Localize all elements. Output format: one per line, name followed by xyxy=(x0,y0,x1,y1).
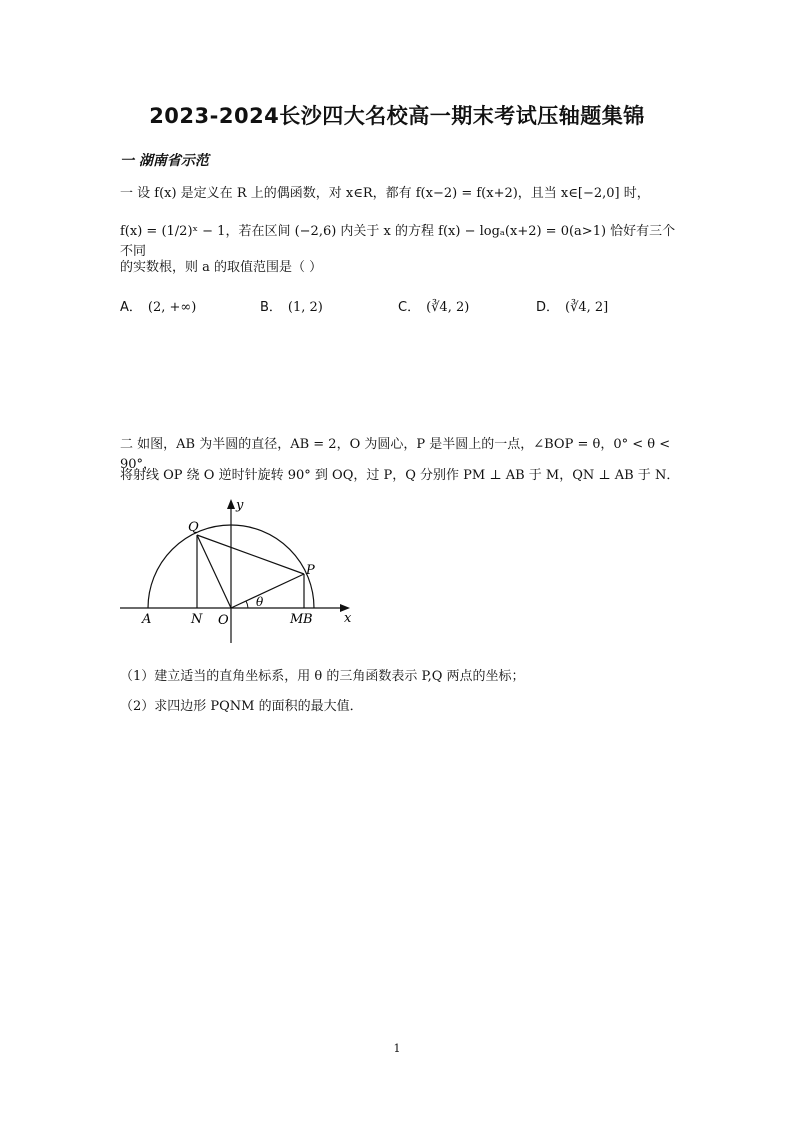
option-c xyxy=(398,296,469,315)
option-label: D． xyxy=(536,300,560,315)
option-label: A． xyxy=(120,300,142,315)
option-text: (2, +∞) xyxy=(147,300,197,315)
page-number: 1 xyxy=(393,1042,401,1055)
segment-op xyxy=(231,574,304,608)
label-p: P xyxy=(306,563,315,578)
option-d xyxy=(536,296,608,315)
q2-line-1: 二 如图，AB 为半圆的直径，AB = 2，O 为圆心，P 是半圆上的一点，∠BOP = θ，0° < θ < 90°， xyxy=(120,437,671,472)
option-b xyxy=(260,296,323,315)
option-label: C． xyxy=(398,300,421,315)
label-theta: θ xyxy=(256,595,264,609)
q1-line-2: f(x) = (1/2)ˣ − 1，若在区间 (−2,6) 内关于 x 的方程 f(x) − logₐ(x+2) = 0(a>1) 恰好有三个不同 xyxy=(120,224,676,259)
theta-arc xyxy=(246,601,248,608)
y-axis-arrow xyxy=(227,499,235,509)
option-text: (∛4, 2] xyxy=(565,300,609,315)
q2-sub-1: （1）建立适当的直角坐标系，用 θ 的三角函数表示 P,Q 两点的坐标； xyxy=(120,669,525,684)
q2-line-2: 将射线 OP 绕 O 逆时针旋转 90° 到 OQ，过 P，Q 分别作 PM ⊥ AB 于 M，QN ⊥ AB 于 N． xyxy=(120,468,680,483)
label-o: O xyxy=(218,613,229,628)
option-a xyxy=(120,296,196,315)
label-q: Q xyxy=(188,520,199,535)
label-m: M xyxy=(290,612,304,627)
q1-line-1: 一 设 f(x) 是定义在 R 上的偶函数，对 x∈R，都有 f(x−2) = f(x+2)，且当 x∈[−2,0] 时， xyxy=(120,186,650,201)
section-heading: 一 湖南省示范 xyxy=(120,153,209,169)
semicircle-figure xyxy=(118,495,358,655)
label-y: y xyxy=(236,498,244,513)
label-b: B xyxy=(303,612,313,627)
option-text: (1, 2) xyxy=(287,300,323,315)
label-x: x xyxy=(344,611,352,626)
option-text: (∛4, 2) xyxy=(426,300,470,315)
q2-sub-2: （2）求四边形 PQNM 的面积的最大值． xyxy=(120,699,363,714)
page-title: 2023-2024长沙四大名校高一期末考试压轴题集锦 xyxy=(149,104,645,128)
option-label: B． xyxy=(260,300,282,315)
label-a: A xyxy=(142,612,152,627)
q1-line-3: 的实数根，则 a 的取值范围是（ ） xyxy=(120,260,323,275)
label-n: N xyxy=(191,612,203,627)
